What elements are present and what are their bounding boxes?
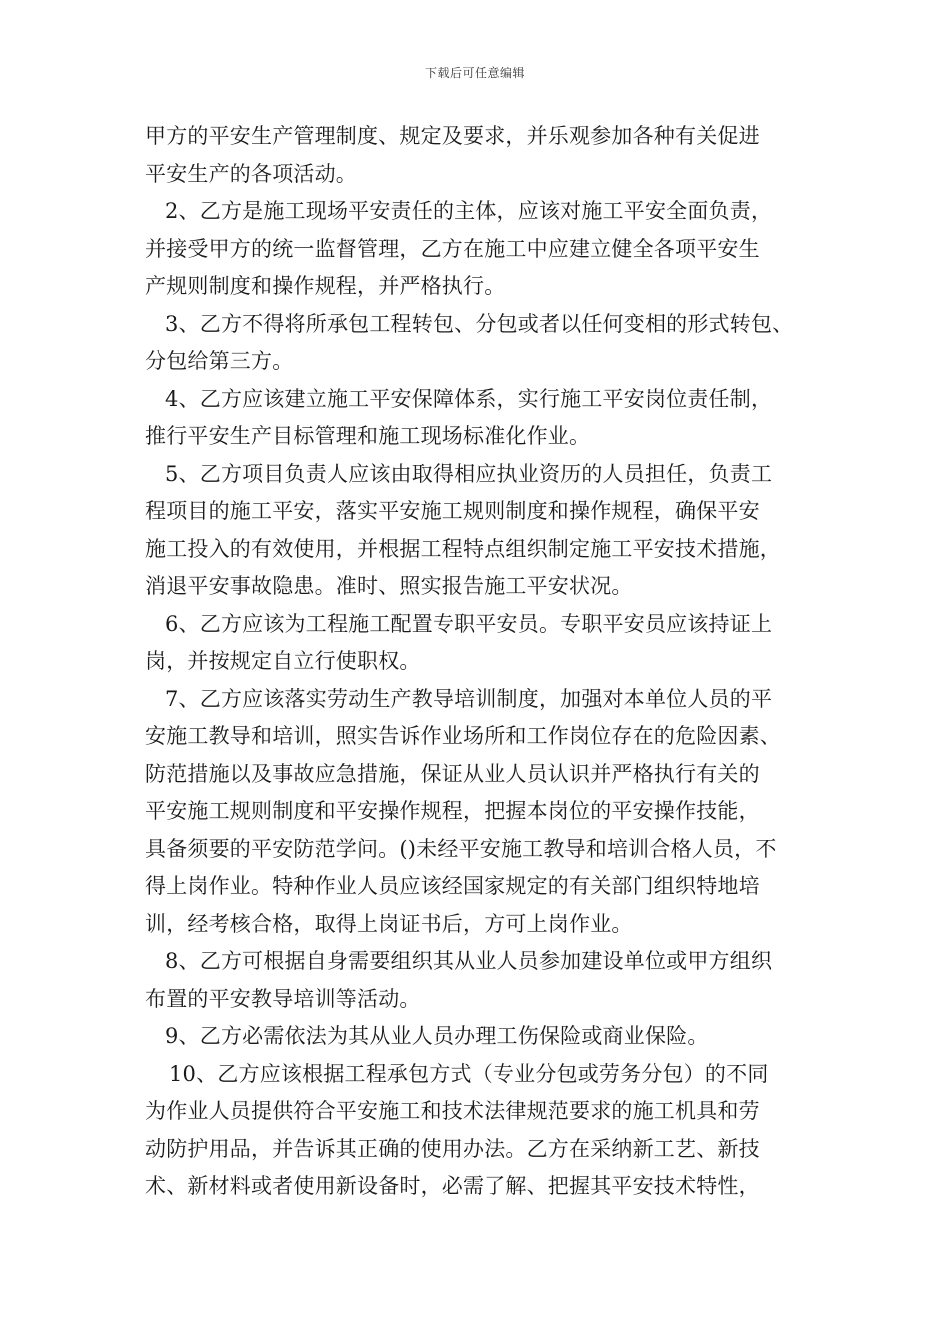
page-header: 下载后可任意编辑 <box>424 66 525 80</box>
text-line: 平安施工规则制度和平安操作规程，把握本岗位的平安操作技能， <box>145 799 760 823</box>
text-line: 施工投入的有效使用，并根据工程特点组织制定施工平安技术措施， <box>145 536 781 561</box>
text-line: 3、乙方不得将所承包工程转包、分包或者以任何变相的形式转包、 <box>165 311 794 336</box>
text-line: 推行平安生产目标管理和施工现场标准化作业。 <box>145 424 591 448</box>
text-line: 甲方的平安生产管理制度、规定及要求，并乐观参加各种有关促进 <box>145 124 760 148</box>
text-line: 程项目的施工平安，落实平安施工规则制度和操作规程，确保平安 <box>145 499 760 523</box>
text-line: 消退平安事故隐患。准时、照实报告施工平安状况。 <box>145 574 633 598</box>
text-line: 10、乙方应该根据工程承包方式（专业分包或劳务分包）的不同 <box>169 1061 769 1086</box>
text-line: 7、乙方应该落实劳动生产教导培训制度，加强对本单位人员的平 <box>165 686 773 711</box>
text-line: 为作业人员提供符合平安施工和技术法律规范要求的施工机具和劳 <box>145 1099 760 1123</box>
text-line: 4、乙方应该建立施工平安保障体系，实行施工平安岗位责任制， <box>165 386 773 411</box>
document-body <box>145 118 813 1206</box>
text-line: 分包给第三方。 <box>145 349 294 373</box>
text-line: 2、乙方是施工现场平安责任的主体，应该对施工平安全面负责， <box>165 199 773 223</box>
text-line: 平安生产的各项活动。 <box>145 161 357 186</box>
text-line: 得上岗作业。特种作业人员应该经国家规定的有关部门组织特地培 <box>145 874 760 898</box>
text-line: 具备须要的平安防范学问。()未经平安施工教导和培训合格人员，不 <box>145 836 777 861</box>
text-line: 安施工教导和培训，照实告诉作业场所和工作岗位存在的危险因素、 <box>145 724 781 748</box>
text-line: 术、新材料或者使用新设备时，必需了解、把握其平安技术特性， <box>145 1174 760 1198</box>
text-line: 产规则制度和操作规程，并严格执行。 <box>145 274 506 298</box>
text-line: 布置的平安教导培训等活动。 <box>145 986 421 1011</box>
text-line: 6、乙方应该为工程施工配置专职平安员。专职平安员应该持证上 <box>165 611 773 636</box>
text-line: 8、乙方可根据自身需要组织其从业人员参加建设单位或甲方组织 <box>165 949 773 973</box>
text-line: 防范措施以及事故应急措施，保证从业人员认识并严格执行有关的 <box>145 761 760 786</box>
text-line: 岗，并按规定自立行使职权。 <box>145 649 421 673</box>
text-line: 并接受甲方的统一监督管理，乙方在施工中应建立健全各项平安生 <box>145 236 760 261</box>
text-line: 9、乙方必需依法为其从业人员办理工伤保险或商业保险。 <box>165 1024 709 1048</box>
text-line: 5、乙方项目负责人应该由取得相应执业资历的人员担任，负责工 <box>165 461 773 486</box>
text-line: 动防护用品，并告诉其正确的使用办法。乙方在采纳新工艺、新技 <box>145 1136 760 1161</box>
text-line: 训，经考核合格，取得上岗证书后，方可上岗作业。 <box>145 911 633 936</box>
